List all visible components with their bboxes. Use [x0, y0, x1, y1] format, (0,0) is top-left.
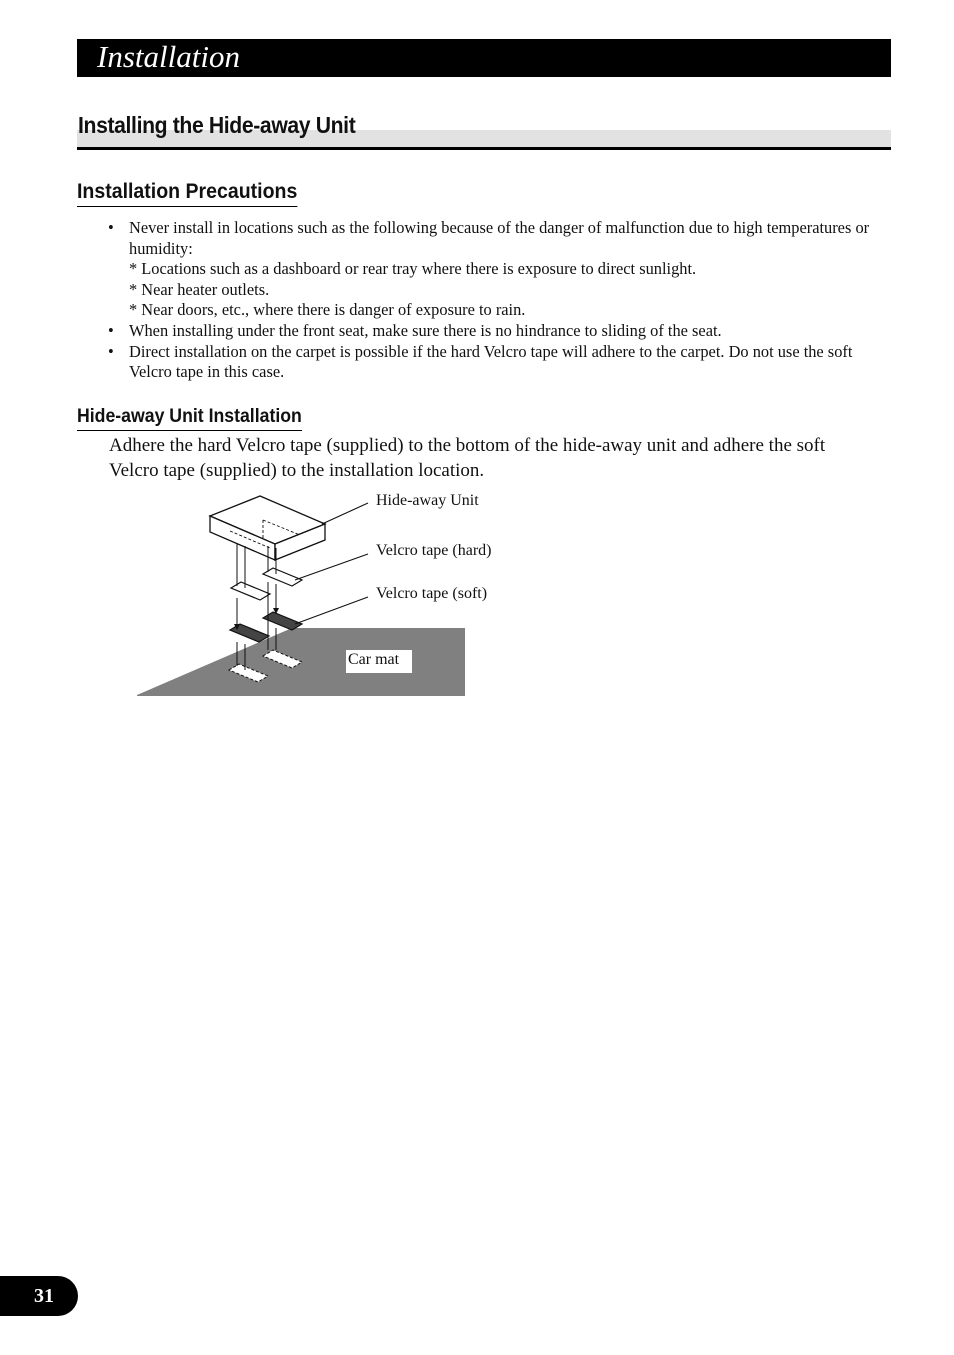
precautions-heading: Installation Precautions: [77, 180, 297, 207]
bullet-text: When installing under the front seat, make sure there is no hindrance to sliding of the seat.: [129, 320, 722, 340]
label-car-mat: Car mat: [348, 651, 400, 668]
list-item: [110, 321, 870, 342]
sub-item: * Locations such as a dashboard or rear tray where there is exposure to direct sunlight.: [129, 259, 697, 279]
list-item: [110, 342, 870, 383]
installation-paragraph: Adhere the hard Velcro tape (supplied) to the bottom of the hide-away unit and adhere the soft Velcro tape (supplied) to the installation location.: [109, 435, 826, 481]
section-header: [77, 108, 891, 150]
chapter-title: Installation: [97, 39, 240, 74]
label-velcro-soft: Velcro tape (soft): [376, 585, 488, 602]
installation-heading: Hide-away Unit Installation: [77, 406, 302, 431]
list-item: [110, 218, 870, 321]
installation-figure: [130, 488, 530, 703]
bullet-text: Never install in locations such as the following because of the danger of malfunction due to high temperatures or humidity:: [129, 218, 870, 258]
sub-item: * Near doors, etc., where there is danger of exposure to rain.: [129, 300, 526, 320]
precautions-list: [110, 218, 870, 383]
sub-item: * Near heater outlets.: [129, 279, 270, 299]
velcro-hard-tape-icon: [231, 568, 302, 600]
section-title: Installing the Hide-away Unit: [78, 112, 356, 138]
bullet-text: Direct installation on the carpet is possible if the hard Velcro tape will adhere to the carpet. Do not use the soft Velcro tape in this case.: [129, 341, 853, 382]
chapter-banner: [77, 39, 891, 77]
label-hide-away-unit: Hide-away Unit: [376, 492, 479, 509]
label-velcro-hard: Velcro tape (hard): [376, 542, 492, 559]
page-number: 31: [0, 1276, 78, 1316]
